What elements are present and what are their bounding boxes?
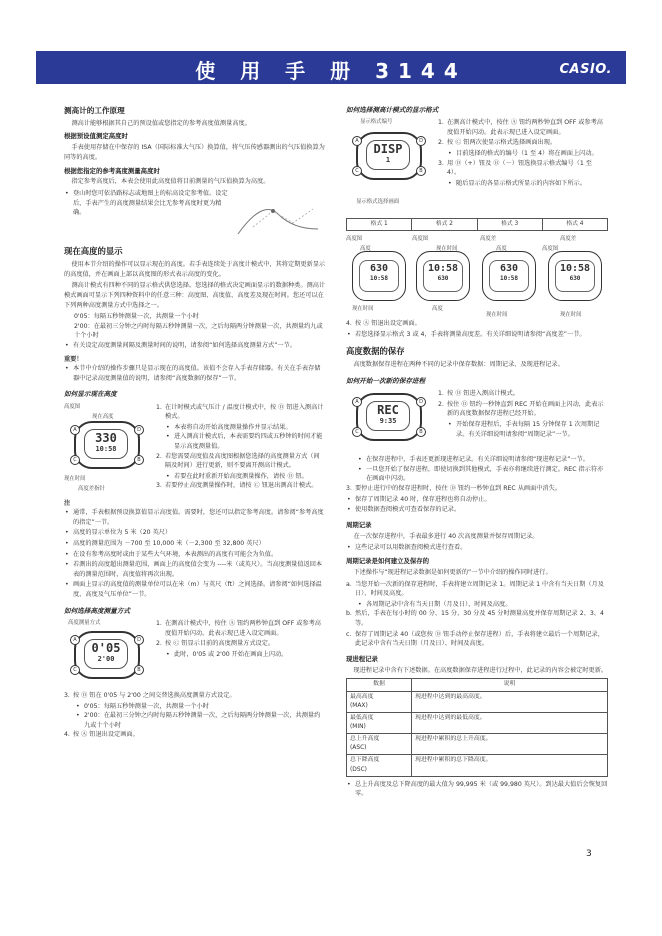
subsection-title: 现进程记录 (346, 654, 378, 663)
watch-diagram (64, 619, 156, 691)
format-table (346, 218, 608, 231)
section-title: 测高计的工作原理 (64, 106, 125, 115)
data-table (346, 678, 608, 776)
table-cell: 现进程中累积的总上升高度。 (412, 734, 608, 755)
format-label: 高度 (360, 246, 371, 253)
table-cell: 总上升高度 (ASC) (347, 734, 412, 755)
format-label: 现在时间 (352, 306, 374, 313)
diagram-label: 高度图 (64, 403, 81, 410)
table-row (347, 755, 608, 776)
diagram-label: 高度差指针 (78, 485, 105, 492)
list-item: a. 当您开始一次新的保存进程时，手表将建立周期记录 1。周期记录 1 中含有当天日期（月及日）、时间及高度。 (346, 580, 604, 598)
bullet-item: • 总上升高度及总下降高度的最大值为 99,995 米（或 99,980 英尺）。到达最大值后会恢复回零。 (346, 780, 608, 799)
button-a-icon: A (70, 635, 80, 645)
format-header: 格式 1 (347, 219, 412, 231)
step-item: 1. 按 Ⓓ 钮进入测高计模式。 (438, 390, 519, 398)
watch-face (356, 132, 422, 180)
watch-diagram (346, 118, 438, 214)
subsection-title: 周期记录是如何建立及保存的 (346, 557, 430, 566)
format-label: 高度 (432, 306, 443, 313)
step-item: 2. 按 Ⓒ 钮显示目前的高度测量方式设定。 (156, 640, 275, 648)
sub-bullet: • 本表将自动开始高度测量操作并显示结果。 (166, 423, 324, 433)
bullet-item: • 若测出的高度超出测量范围，画面上的高度值会变为 ----米（或英尺）。当高度测量值返回本表的测量范围时，高度值将再次出现。 (64, 560, 326, 579)
section-title: 高度数据的保存 (346, 346, 405, 357)
bullet-item: • 高度的测量范围为 －700 至 10,000 米（－2,300 至 32,800 英尺） (64, 539, 326, 549)
format-label: 高度 (496, 246, 507, 253)
sub-bullet: • 0'05：每隔五秒钟测量一次，共测量一个小时 (76, 702, 326, 712)
paragraph: 使用本节介绍的操作可以显示现在的高度。若手表连续处于高度计模式中，其将定期更新显示的高度值，并在画面上部以高度图的形式表示高度的变化。 (64, 261, 326, 278)
step-item: 1. 在测高计模式中，按住 Ⓐ 钮约两秒钟直到 OFF 或参考高度值开始闪动。此表示现已进入设定画面。 (156, 619, 321, 637)
format-label: 高度图 (412, 236, 429, 243)
table-header: 数据 (347, 679, 412, 691)
watch-face (74, 631, 140, 679)
diagram-label: 现在时间 (64, 475, 86, 482)
button-b-icon: B (416, 166, 426, 176)
bullet-item: • 通常，手表根据预设换算值显示高度值。需要时，您还可以指定参考高度。请参阅“参考高度的指定”一节。 (64, 508, 326, 527)
format-header: 格式 3 (477, 219, 542, 231)
brand-logo: CASIO. (559, 62, 612, 77)
step-item: 3. 按 Ⓓ 钮在 0'05 与 2'00 之间交替选换高度测量方式设定。 (64, 691, 236, 699)
format-3-watch: 630 10:58 (482, 251, 536, 301)
sub-bullet: • 各周期记录中含有当天日期（月及日）、时间及高度。 (358, 600, 608, 610)
paragraph: 测高计模式有四种不同的显示格式供您选择。您选择的格式决定画面显示的数据种类。测高计模式画面可显示下列四种资料中的任意三种：高度图、高度值、高度差及现在时间。您还可以在下列两种高度测量方式中选择之一。 (64, 282, 326, 309)
procedure-title: 如何选择高度测量方式 (64, 606, 130, 615)
procedure-title: 如何选择测高计模式的显示格式 (346, 106, 439, 114)
page-title: 使 用 手 册 3144 (195, 59, 467, 83)
format-1-watch: 630 10:58 (352, 251, 406, 301)
bullet-item: • 有关设定高度测量间隔及测量时间的说明，请参阅“如何选择高度测量方式”一节。 (64, 341, 326, 351)
button-d-icon: D (134, 425, 144, 435)
sub-bullet: • 目前选择的格式的编号（1 至 4）将在画面上闪动。 (448, 149, 606, 159)
display-format-number: 1 (385, 156, 391, 165)
table-cell: 现进程中达到的最高高度。 (412, 691, 608, 712)
button-b-icon: B (134, 665, 144, 675)
format-label: 现在时间 (560, 312, 582, 319)
note-label: 注 (64, 499, 71, 507)
button-a-icon: A (352, 136, 362, 146)
bullet-item: • 画面上显示的高度值的测量单位可以在米（m）与英尺（ft）之间选择。请参阅“如何选择温度、高度及气压单位”一节。 (64, 580, 326, 599)
paragraph: 在一次保存进程中，手表最多进行 40 次高度测量并保存周期记录。 (353, 532, 539, 540)
bullet-item: • 保存了周期记录 40 时，保存进程也将自动停止。 (346, 495, 608, 505)
watch-display (366, 401, 410, 431)
button-d-icon: D (416, 136, 426, 146)
sub-bullet: • 一旦您开始了保存进程，即使切换到其他模式，手表亦将继续进行测定。REC 指示符亦在画面中闪动。 (358, 465, 608, 484)
right-column (346, 105, 608, 800)
button-c-icon: C (70, 665, 80, 675)
button-a-icon: A (352, 397, 362, 407)
step-item: 1. 在计时模式或气压计 / 温度计模式中，按 Ⓓ 钮进入测高计模式。 (156, 403, 324, 421)
format-label: 高度差 (560, 236, 577, 243)
bullet-item: • 在设有参考高度时或由于某些大气环境，本表测出的高度有可能会为负值。 (64, 550, 326, 560)
diagram-label: 高度测量方式 (68, 619, 101, 626)
table-row (347, 691, 608, 712)
format-previews (346, 235, 608, 319)
watch-diagram (64, 403, 156, 495)
sub-bullet: • 在保存进程中，手表还更新现进程记录。有关详细说明请参阅“现进程记录”一节。 (358, 455, 608, 465)
watch-diagram (346, 389, 438, 455)
watch-face (74, 421, 140, 469)
paragraph: 测高计能够根据其自己的预设值或您指定的参考高度值测量高度。 (71, 119, 251, 127)
table-cell: 现进程中达到的最低高度。 (412, 712, 608, 733)
sub-bullet: • 2'00：在最初三分钟之内时每隔五秒钟测量一次，之后每隔两分钟测量一次，共测量约九或十个小时 (76, 711, 326, 730)
format-header: 格式 2 (412, 219, 477, 231)
subsection-title: 根据预设值测定高度时 (64, 132, 128, 141)
step-item: 2. 按 Ⓒ 钮两次使显示格式选择画面出现。 (438, 139, 557, 147)
sub-bullet: • 若要在此时重新开始高度测量操作，请按 Ⓓ 钮。 (166, 472, 324, 482)
sub-bullet: • 此时，0'05 或 2'00 开始在画面上闪动。 (166, 650, 324, 660)
watch-display (366, 140, 410, 170)
list-item: b. 然后，手表在每小时的 00 分、15 分、30 分及 45 分时测量高度并保存周期记录 2、3、4 等。 (346, 610, 604, 628)
step-item: 3. 用 Ⓓ（+）钮及 Ⓑ（－）钮选换显示格式编号（1 至 4）。 (438, 159, 592, 177)
format-header: 格式 4 (542, 219, 607, 231)
display-value: DISP (373, 142, 403, 157)
table-row (347, 712, 608, 733)
format-label: 现在时间 (436, 246, 458, 253)
bullet-item: • 使用数据查阅模式可查看保存的记录。 (346, 505, 608, 515)
diagram-label: 显示格式编号 (360, 119, 393, 126)
page-number: 3 (586, 849, 592, 859)
bullet-item: • 登山时您可依沿路标志或地图上的标高设定参考值。设定后，手表产生的高度测量结果会比无参考高度时更为精确。 (64, 189, 233, 238)
section-title: 现在高度的显示 (64, 246, 123, 257)
format-label: 高度差 (480, 236, 497, 243)
step-item: 2. 若您需要高度值及高度图根据您选择的高度测量方式（间隔及时间）进行更新，则不要离开测高计模式。 (156, 452, 320, 470)
sub-bullet: • 随后显示的各显示格式所显示的内容如下所示。 (448, 179, 606, 189)
button-a-icon: A (70, 425, 80, 435)
sub-bullet: • 开始保存进程后，手表每隔 15 分钟保存 1 次周期记录。有关详细说明请参阅“周期记录”一节。 (448, 420, 606, 439)
button-d-icon: D (416, 397, 426, 407)
subsection-title: 周期记录 (346, 520, 372, 529)
paragraph: 高度数据保存进程在两种不同的记录中保存数据：周期记录、及现进程记录。 (353, 361, 564, 369)
diagram-label: 现在高度 (92, 413, 114, 420)
format-4-watch: 10:58 630 (548, 251, 602, 301)
display-time: 2'00 (97, 654, 115, 663)
procedure-title: 如何显示现在高度 (64, 390, 117, 399)
bullet-item: • 这些记录可以用数据查阅模式进行查看。 (346, 543, 608, 553)
format-label: 高度图 (542, 246, 559, 253)
left-column (64, 105, 326, 741)
bullet-item: • 若您选择显示格式 3 或 4，手表将测量高度差。有关详细说明请参阅“高度差”一节。 (346, 330, 608, 340)
step-item: 1. 在测高计模式中，按住 Ⓐ 钮约两秒钟直到 OFF 或参考高度值开始闪动。此表示现已进入设定画面。 (438, 119, 603, 136)
button-b-icon: B (416, 427, 426, 437)
display-value: 330 (95, 430, 117, 445)
table-cell: 最低高度 (MIN) (347, 712, 412, 733)
button-d-icon: D (134, 635, 144, 645)
button-c-icon: C (352, 166, 362, 176)
button-b-icon: B (134, 455, 144, 465)
display-time: 10:58 (95, 444, 117, 453)
sub-bullet: • 进入测高计模式后，本表需要约四或五秒钟的时间才能显示高度测量值。 (166, 432, 324, 451)
watch-display (84, 639, 128, 669)
watch-face (356, 393, 422, 441)
step-item: 4. 按 Ⓐ 钮退出设定画面。 (346, 320, 421, 328)
table-cell: 现进程中累积的总下降高度。 (412, 755, 608, 776)
bullet-item: • 高度的显示单位为 5 米（20 英尺） (64, 528, 326, 538)
table-cell: 总下降高度 (DSC) (347, 755, 412, 776)
paragraph: 指定参考高度后，本表会使用此高度值将目前测量的气压值换算为高度。 (71, 178, 270, 186)
watch-display (84, 429, 128, 459)
step-item: 2. 按住 Ⓓ 钮约一秒钟直到 REC 开始在画面上闪动，此表示新的高度数据保存进程已经开始。 (438, 400, 604, 418)
step-item: 3. 要停止进行中的保存进程时，按住 Ⓓ 钮约一秒钟直到 REC 从画面中消失。 (346, 485, 562, 493)
subsection-title: 根据您指定的参考高度测量高度时 (64, 166, 160, 175)
step-item: 4. 按 Ⓐ 钮退出设定画面。 (64, 731, 139, 739)
table-cell: 最高高度 (MAX) (347, 691, 412, 712)
page-header (36, 51, 626, 84)
table-header: 说明 (412, 679, 608, 691)
mode-item: 2'00：在最初三分钟之内时每隔五秒钟测量一次，之后每隔两分钟测量一次，共测量约九或十个小时 (74, 322, 323, 340)
paragraph: 下述操作与“现进程记录数据是如何更新的”一节中介绍的操作同时进行。 (353, 568, 552, 576)
procedure-title: 如何开始一次新的保存进程 (346, 377, 426, 386)
format-2-watch: 10:58 630 (416, 251, 470, 301)
format-label: 现在时间 (486, 312, 508, 319)
display-time: 9:35 (379, 417, 397, 426)
diagram-label: 显示格式选择画面 (356, 199, 400, 206)
format-label: 高度图 (346, 236, 363, 243)
paragraph: 现进程记录中含有下述数据。在高度数据保存进程进行过程中，此记录的内容会被定时更新。 (353, 666, 608, 674)
table-row (347, 734, 608, 755)
mountain-illustration-icon (233, 189, 323, 239)
display-value: REC (377, 403, 399, 418)
mode-item: 0'05：每隔五秒钟测量一次，共测量一个小时 (74, 313, 199, 321)
paragraph: 手表使用存储在中保存的 ISA（国际标准大气压）换算值，将气压传感器测出的气压值换算为同等的高度。 (64, 144, 325, 161)
display-value: 0'05 (91, 640, 121, 655)
list-item: c. 保存了周期记录 40（或您按 Ⓓ 钮手动停止保存进程）后，手表将建立最后一个周期记录，此记录中含有当天日期（月及日）、时间及高度。 (346, 630, 604, 648)
button-c-icon: C (70, 455, 80, 465)
important-label: 重要！ (64, 355, 83, 363)
step-item: 3. 若要停止高度测量操作时，请按 Ⓒ 钮退出测高计模式。 (156, 482, 318, 490)
bullet-item: • 本节中介绍的操作步骤只是显示现在的高度值。该值不会存入手表存储器。有关在手表存储器中记录高度测量值的说明，请参阅“高度数据的保存”一节。 (64, 364, 326, 383)
button-c-icon: C (352, 427, 362, 437)
